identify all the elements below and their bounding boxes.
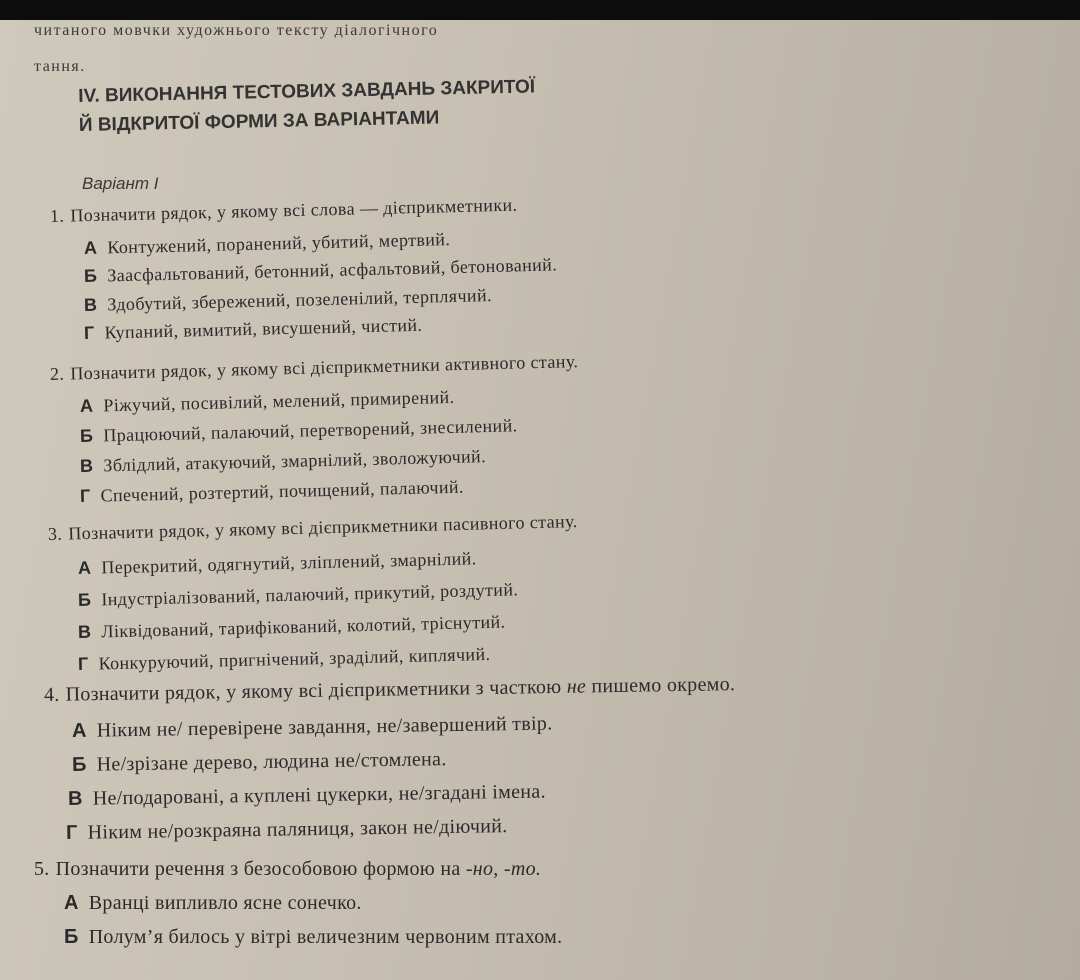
option-text: Конкуруючий, пригнічений, зраділий, киплячий. <box>98 643 491 674</box>
option-text: Контужений, поранений, убитий, мертвий. <box>107 229 451 258</box>
option-text: Заасфальтований, бетонний, асфальтовий, бетонований. <box>107 254 558 286</box>
question-text-start: Позначити рядок, у якому всі дієприкметники з часткою <box>65 675 567 706</box>
option-2c <box>80 446 486 477</box>
question-text: Позначити рядок, у якому всі слова — дієприкметники. <box>70 194 518 226</box>
question-number: 2. <box>49 363 65 384</box>
question-4 <box>44 673 736 707</box>
question-2 <box>50 351 579 385</box>
question-number: 1. <box>49 205 65 226</box>
option-marker: В <box>79 455 94 476</box>
option-1c <box>84 285 492 316</box>
option-marker: А <box>71 719 87 742</box>
section-heading <box>78 72 536 140</box>
option-4c <box>68 780 546 811</box>
option-1d <box>84 315 423 344</box>
question-text-start: Позначити речення з безособовою формою на <box>55 858 466 880</box>
question-5 <box>34 858 541 881</box>
question-number: 4. <box>43 683 60 706</box>
option-3d <box>78 644 491 675</box>
option-5a <box>64 892 362 915</box>
option-text: Вранці випливло ясне сонечко. <box>88 892 362 914</box>
option-marker: Г <box>65 821 78 844</box>
question-text: Позначити рядок, у якому всі дієприкметники пасивного стану. <box>68 511 578 544</box>
option-4b <box>72 748 447 777</box>
option-text: Індустріалізований, палаючий, прикутий, роздутий. <box>101 579 519 610</box>
fragment-line-1: читаного мовчки художнього тексту діалогічного <box>34 22 439 39</box>
option-4d <box>66 815 508 845</box>
option-marker: А <box>79 395 94 416</box>
option-marker: Г <box>77 653 89 674</box>
option-text: Працюючий, палаючий, перетворений, знесилений. <box>103 415 518 446</box>
book-page <box>0 20 1080 980</box>
option-marker: Б <box>79 425 94 446</box>
option-text: Купаний, вимитий, висушений, чистий. <box>104 314 423 343</box>
question-3 <box>48 511 578 545</box>
option-1b <box>84 254 558 287</box>
option-3a <box>78 548 477 579</box>
option-text: Перекритий, одягнутий, зліплений, змарнілий. <box>101 548 477 578</box>
top-black-bar <box>0 0 1080 20</box>
option-marker: Б <box>64 926 79 948</box>
option-marker: А <box>64 892 79 914</box>
heading-line-2: Й ВІДКРИТОЇ ФОРМИ ЗА ВАРІАНТАМИ <box>78 107 440 136</box>
question-text-emphasis: -но, -то. <box>465 858 542 880</box>
option-3c <box>78 612 506 643</box>
option-text: Полум’я билось у вітрі величезним червоним птахом. <box>88 926 563 948</box>
option-marker: Г <box>79 485 91 506</box>
heading-line-1: IV. ВИКОНАННЯ ТЕСТОВИХ ЗАВДАНЬ ЗАКРИТОЇ <box>78 76 536 107</box>
question-number: 5. <box>34 858 50 880</box>
option-text: Не/подаровані, а куплені цукерки, не/згадані імена. <box>92 780 546 810</box>
question-number: 3. <box>47 523 63 544</box>
fragment-line-2: тання. <box>34 58 86 75</box>
option-5b <box>64 926 562 949</box>
option-marker: Б <box>83 265 98 286</box>
option-2a <box>80 387 455 417</box>
option-3b <box>78 579 519 611</box>
option-marker: В <box>67 787 83 810</box>
option-marker: А <box>77 557 92 578</box>
option-text: Ріжучий, посивілий, мелений, примирений. <box>103 386 455 416</box>
option-text: Ніким не/ перевірене завдання, не/завершений твір. <box>96 712 553 742</box>
question-text: Позначити рядок, у якому всі дієприкметники активного стану. <box>70 351 579 384</box>
option-marker: Б <box>71 753 87 776</box>
option-text: Спечений, розтертий, почищений, палаючий. <box>100 476 465 506</box>
option-marker: Б <box>77 589 92 610</box>
option-text: Не/зрізане дерево, людина не/стомлена. <box>96 748 447 776</box>
option-text: Ліквідований, тарифікований, колотий, тріснутий. <box>101 611 506 642</box>
option-marker: В <box>83 294 98 315</box>
option-text: Зблідлий, атакуючий, змарнілий, зволожуючий. <box>103 446 487 476</box>
option-text: Здобутий, збережений, позеленілий, терплячий. <box>107 285 493 315</box>
option-text: Ніким не/розкраяна паляниця, закон не/діючий. <box>87 815 508 844</box>
option-1a <box>84 229 451 259</box>
question-text-end: пишемо окремо. <box>585 673 736 698</box>
option-2d <box>80 477 464 507</box>
question-text-emphasis: не <box>566 675 587 698</box>
option-marker: А <box>83 237 98 258</box>
question-1 <box>50 195 518 227</box>
option-2b <box>80 415 518 447</box>
option-4a <box>72 712 553 743</box>
option-marker: В <box>77 621 92 642</box>
variant-label: Варіант I <box>82 174 159 193</box>
option-marker: Г <box>83 322 95 343</box>
